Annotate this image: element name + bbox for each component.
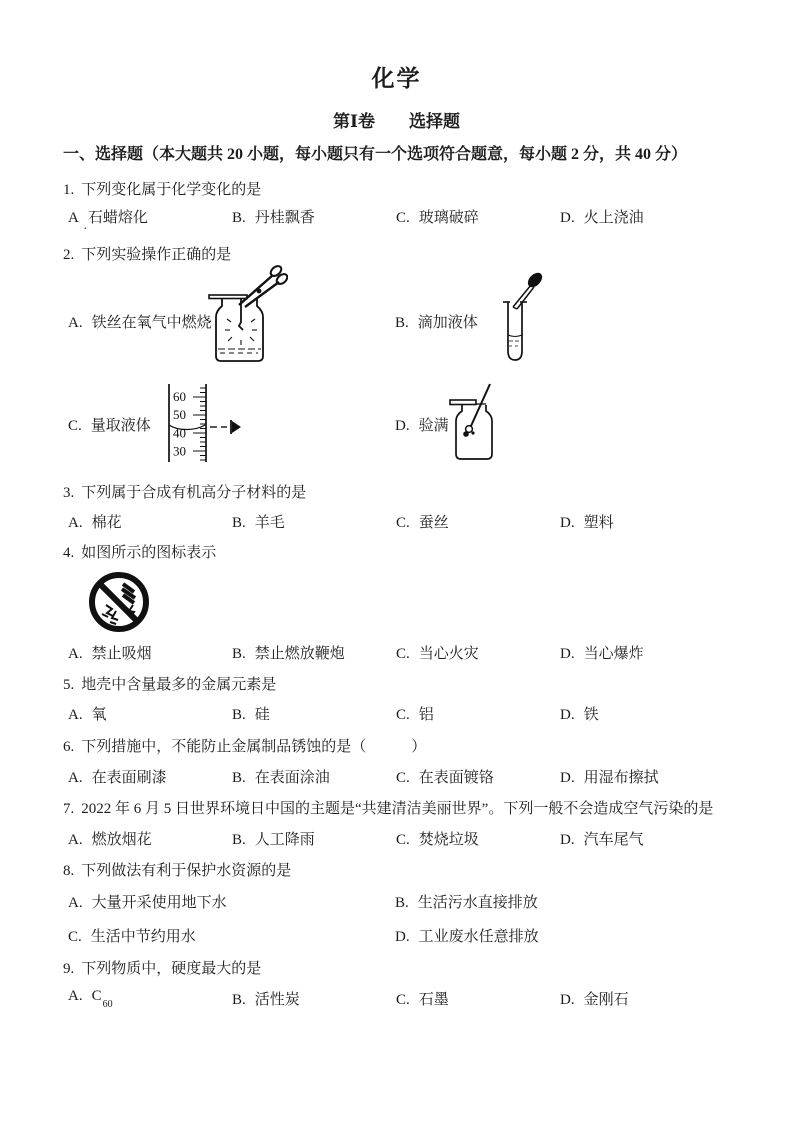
q5-option-a: A. 氧	[68, 707, 107, 723]
q2-option-a: A. 铁丝在氧气中燃烧	[68, 315, 212, 331]
question-5-number: 5.	[63, 677, 75, 693]
question-3-number: 3.	[63, 485, 75, 501]
cylinder-label-30: 30	[173, 443, 186, 459]
q4-option-d: D. 当心爆炸	[560, 646, 644, 662]
q3-option-d: D. 塑料	[560, 515, 614, 531]
question-2-row-1	[0, 311, 793, 333]
question-7-options	[0, 828, 793, 850]
cylinder-label-60: 60	[173, 389, 186, 404]
q3-option-b: B. 羊毛	[232, 515, 285, 531]
no-fireworks-icon	[86, 569, 152, 635]
q1-option-d: D. 火上浇油	[560, 210, 644, 226]
q7-option-a: A. 燃放烟花	[68, 832, 152, 848]
q8-option-c: C. 生活中节约用水	[68, 929, 196, 945]
q7-option-d: D. 汽车尾气	[560, 832, 644, 848]
question-4-options	[0, 642, 793, 664]
q9-option-a: A. $C_{60}$	[68, 988, 113, 1010]
question-2-text: 2. 下列实验操作正确的是	[63, 247, 232, 263]
q1-option-a: A 石蜡熔化	[68, 210, 148, 226]
part-label: 第Ⅰ卷	[333, 112, 375, 131]
q2-option-b: B. 滴加液体	[395, 315, 478, 331]
question-2-row-2	[0, 414, 793, 436]
question-8-row-2	[0, 925, 793, 947]
q3-option-c: C. 蚕丝	[396, 515, 449, 531]
question-1-number: 1.	[63, 182, 75, 198]
q1-option-c: C. 玻璃破碎	[396, 210, 479, 226]
part-name: 选择题	[408, 112, 460, 131]
q8-option-b: B. 生活污水直接排放	[395, 895, 538, 911]
q6-option-b: B. 在表面涂油	[232, 770, 330, 786]
q6-option-c: C. 在表面镀铬	[396, 770, 494, 786]
q6-option-a: A. 在表面刷漆	[68, 770, 167, 786]
page-title: 化学	[371, 66, 422, 91]
question-3-options	[0, 511, 793, 533]
question-7-text: 7. 2022 年 6 月 5 日世界环境日中国的主题是“共建清洁美丽世界”。下列一般不会造成空气污染的是	[63, 801, 714, 817]
question-5-text: 5. 地壳中含量最多的金属元素是	[63, 677, 277, 693]
iron-wire-burning-diagram	[203, 264, 288, 368]
cylinder-label-50: 50	[173, 407, 186, 422]
question-7-number: 7.	[63, 801, 75, 817]
q7-option-c: C. 焚烧垃圾	[396, 832, 479, 848]
q3-option-a: A. 棉花	[68, 515, 122, 531]
q7-option-b: B. 人工降雨	[232, 832, 315, 848]
question-6-text: 6. 下列措施中，不能防止金属制品锈蚀的是（ ）	[63, 739, 427, 755]
graduated-cylinder-diagram	[166, 383, 242, 463]
q4-option-b: B. 禁止燃放鞭炮	[232, 646, 345, 662]
q9-option-d: D. 金刚石	[560, 992, 629, 1008]
question-9-options	[0, 988, 793, 1010]
q8-option-d: D. 工业废水任意排放	[395, 929, 539, 945]
q2-option-c: C. 量取液体	[68, 418, 151, 434]
question-6-number: 6.	[63, 739, 75, 755]
cylinder-label-40: 40	[173, 425, 186, 441]
question-3-text: 3. 下列属于合成有机高分子材料的是	[63, 485, 307, 501]
q9-option-c: C. 石墨	[396, 992, 449, 1008]
q5-option-b: B. 硅	[232, 707, 270, 723]
question-9-text: 9. 下列物质中，硬度最大的是	[63, 961, 262, 977]
q5-option-d: D. 铁	[560, 707, 599, 723]
question-5-options	[0, 703, 793, 725]
q6-option-d: D. 用湿布擦拭	[560, 770, 659, 786]
q4-option-c: C. 当心火灾	[396, 646, 479, 662]
q2-option-d: D. 验满	[395, 418, 449, 434]
q5-option-c: C. 铝	[396, 707, 434, 723]
q9-option-b: B. 活性炭	[232, 992, 300, 1008]
question-4-number: 4.	[63, 545, 75, 561]
question-6-options	[0, 766, 793, 788]
q9-option-a-subscript: 60	[102, 999, 113, 1010]
question-4-text: 4. 如图所示的图标表示	[63, 545, 217, 561]
part-header	[0, 107, 793, 132]
question-8-row-1	[0, 891, 793, 913]
q1-option-b: B. 丹桂飘香	[232, 210, 315, 226]
q8-option-a: A. 大量开采使用地下水	[68, 895, 227, 911]
question-9-number: 9.	[63, 961, 75, 977]
question-1-text: 1. 下列变化属于化学变化的是	[63, 182, 262, 198]
question-1-options	[0, 206, 793, 228]
question-8-text: 8. 下列做法有利于保护水资源的是	[63, 863, 292, 879]
dropper-test-tube-diagram	[486, 264, 548, 366]
gas-full-test-diagram	[448, 383, 500, 463]
question-8-number: 8.	[63, 863, 75, 879]
question-2-number: 2.	[63, 247, 75, 263]
stray-mark: ·	[83, 222, 88, 237]
q4-option-a: A. 禁止吸烟	[68, 646, 152, 662]
section-instructions: 一、选择题（本大题共 20 小题，每小题只有一个选项符合题意，每小题 2 分，共 40 分）	[63, 146, 688, 163]
